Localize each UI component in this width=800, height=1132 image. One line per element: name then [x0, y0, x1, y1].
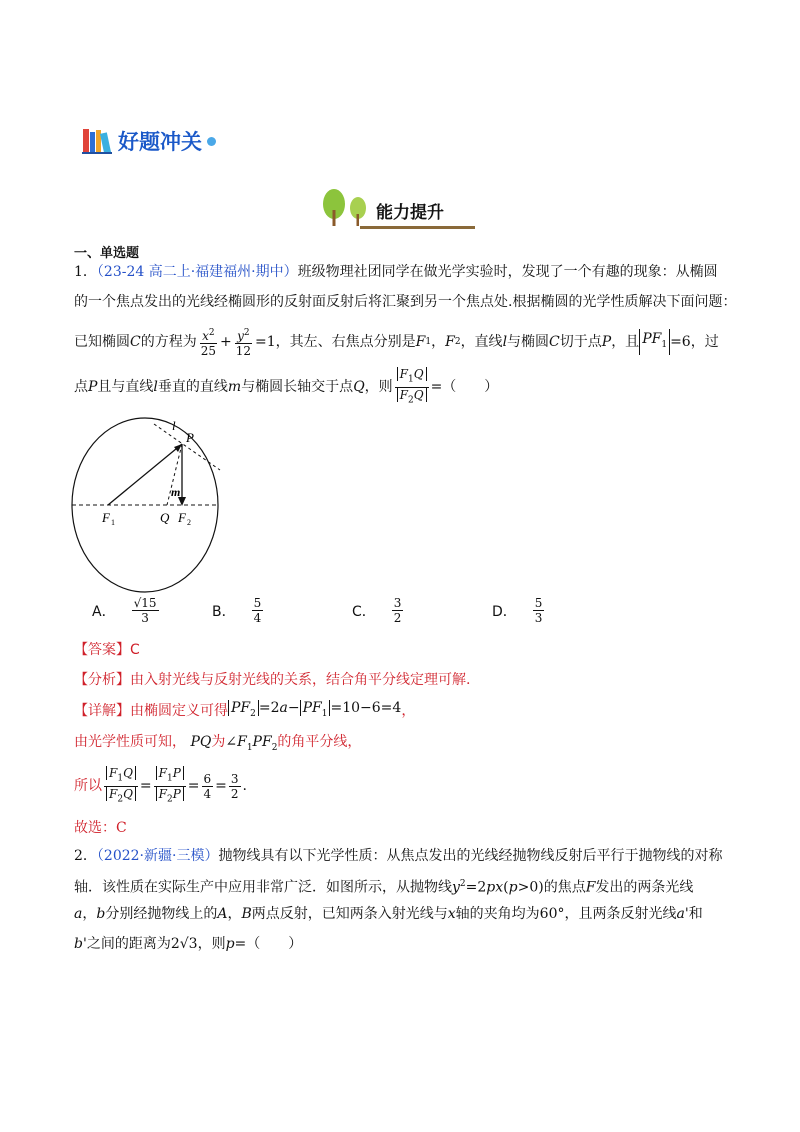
- option-d[interactable]: D． $\frac{5}{3}$: [492, 596, 543, 625]
- option-a[interactable]: A． $\frac{√15}{3}$: [92, 596, 157, 625]
- label-F2-sub: 2: [187, 518, 191, 527]
- q1-ellipse-figure: [70, 414, 240, 594]
- q2-line3: a，b分别经抛物线上的A，B两点反射，已知两条入射光线与x轴的夹角均为60°，且两条反射光线a'和: [74, 906, 703, 922]
- q1-detail: 【详解】 由椭圆定义可得 $PF_2 =2a- PF_1 =10-6=4$ ，: [74, 700, 416, 719]
- q2-line2: 轴．该性质在实际生产中应用非常广泛．如图所示，从抛物线$y^2=2px(p>0)$的焦点F发出的两条光线: [74, 879, 694, 896]
- q1-line4: 点 P 且与直线 l 垂直的直线 m 与椭圆长轴交于点 Q ，则 $\frac{F_1Q}{F_2Q}$ =（ ）: [74, 367, 499, 405]
- q1-number: 1．: [74, 264, 97, 280]
- q1-detail-3: 所以 $\frac{F_1Q}{F_2Q}$ = $\frac{F_1P}{F_2P}$ = $\frac{6}{4}$ = $\frac{3}{2}$ .: [74, 766, 247, 804]
- eq-ratio: $\frac{F_1Q}{F_2Q}$: [395, 367, 429, 407]
- label-P: P: [186, 430, 194, 445]
- q1-line3: 已知椭圆 C 的方程为 $\frac{x^2}{25}$ + $\frac{y^2}{12}$ =1 ，其左、右焦点分别是 F 1 ， F 2 ，直线 l 与椭圆 C 切于点 P ，且 $PF_1$ =6 ，过: [74, 328, 719, 358]
- label-F1: F: [102, 510, 110, 525]
- q2-number: 2．: [74, 848, 97, 864]
- eq-y2-12: $\frac{y^2}{12}$: [235, 328, 252, 358]
- books-icon: [82, 127, 116, 155]
- option-b[interactable]: B． $\frac{5}{4}$: [212, 596, 262, 625]
- q1-analysis: 【分析】由入射光线与反射光线的关系，结合角平分线定理可解.: [74, 672, 471, 688]
- label-Q: Q: [160, 510, 170, 525]
- label-l: l: [172, 418, 176, 433]
- option-c[interactable]: C． $\frac{3}{2}$: [352, 596, 402, 625]
- q1-line2: 的一个焦点发出的光线经椭圆形的反射面反射后将汇聚到另一个焦点处.根据椭圆的光学性质解决下面问题：: [74, 294, 737, 310]
- header-logo: [82, 126, 216, 156]
- q2-source[interactable]: （2022·新疆·三模）: [96, 848, 219, 864]
- q1-answer: 【答案】C: [74, 642, 140, 658]
- header-dot-icon: [207, 137, 216, 146]
- section-banner: [320, 188, 475, 232]
- eq-x2-25: $\frac{x^2}{25}$: [200, 328, 216, 358]
- banner-title: 能力提升: [376, 203, 444, 223]
- q2-line4: b'之间的距离为2√3，则p=（ ）: [74, 936, 303, 952]
- label-F2: F: [178, 510, 186, 525]
- q1-choice: 故选：C: [74, 820, 127, 836]
- tree-icon: [320, 188, 374, 228]
- q1-line1: 1．（23-24 高二上·福建福州·期中）班级物理社团同学在做光学实验时，发现了一个有趣的现象：从椭圆: [74, 264, 718, 280]
- banner-underline: [360, 226, 475, 229]
- label-F1-sub: 1: [111, 518, 115, 527]
- q1-detail-2: 由光学性质可知， PQ为$\angle F_1PF_2$的角平分线，: [74, 734, 362, 753]
- section-heading: 一、单选题: [74, 246, 140, 261]
- q1-source[interactable]: （23-24 高二上·福建福州·期中）: [96, 264, 298, 280]
- q2-line1: 2．（2022·新疆·三模）抛物线具有以下光学性质：从焦点发出的光线经抛物线反射后平行于抛物线的对称: [74, 848, 723, 864]
- label-m: m: [171, 485, 181, 499]
- header-title: 好题冲关: [118, 130, 202, 154]
